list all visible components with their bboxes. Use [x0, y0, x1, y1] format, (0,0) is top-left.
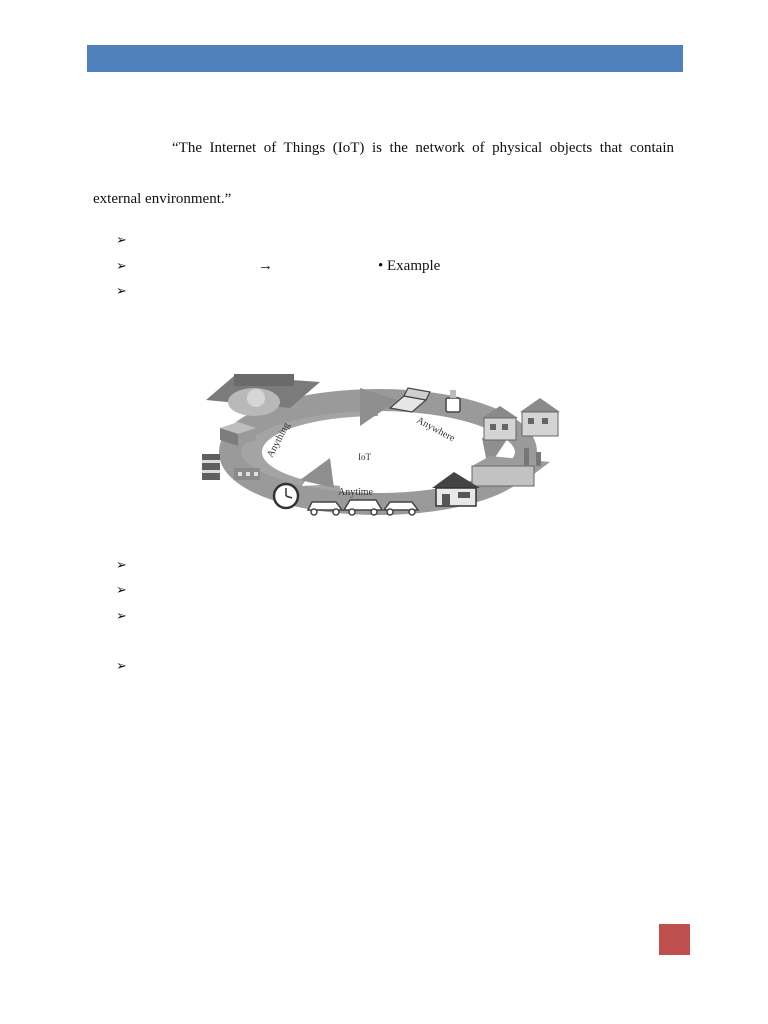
- bullet-arrow-icon: ➢: [116, 558, 127, 573]
- bullet-arrow-icon: ➢: [116, 259, 127, 274]
- factory-icon: [234, 468, 260, 480]
- header-bar: [87, 45, 683, 72]
- quote-paragraph-line-2: external environment.”: [93, 191, 232, 207]
- bullet-arrow-icon: ➢: [116, 583, 127, 598]
- anywhere-label: Anywhere: [414, 414, 457, 445]
- iot-anything-anywhere-anytime-figure: [190, 368, 570, 520]
- page-number-badge: [659, 924, 690, 955]
- car-icon: [308, 502, 342, 515]
- iot-center-label: IoT: [358, 452, 371, 462]
- quote-paragraph-line-1: “The Internet of Things (IoT) is the network of physical objects that contain: [172, 140, 674, 156]
- bullet-arrow-icon: ➢: [116, 659, 127, 674]
- bullet-arrow-icon: ➢: [116, 284, 127, 299]
- barrels-icon: [202, 454, 220, 480]
- bullet-arrow-icon: ➢: [116, 233, 127, 248]
- wristwatch-icon: [446, 390, 460, 412]
- clock-icon: [274, 484, 298, 508]
- example-text: • Example: [378, 258, 441, 274]
- anything-label: Anything: [264, 420, 293, 460]
- bullet-arrow-icon: ➢: [116, 609, 127, 624]
- anytime-label: Anytime: [338, 487, 373, 498]
- right-arrow-text: →: [258, 258, 273, 274]
